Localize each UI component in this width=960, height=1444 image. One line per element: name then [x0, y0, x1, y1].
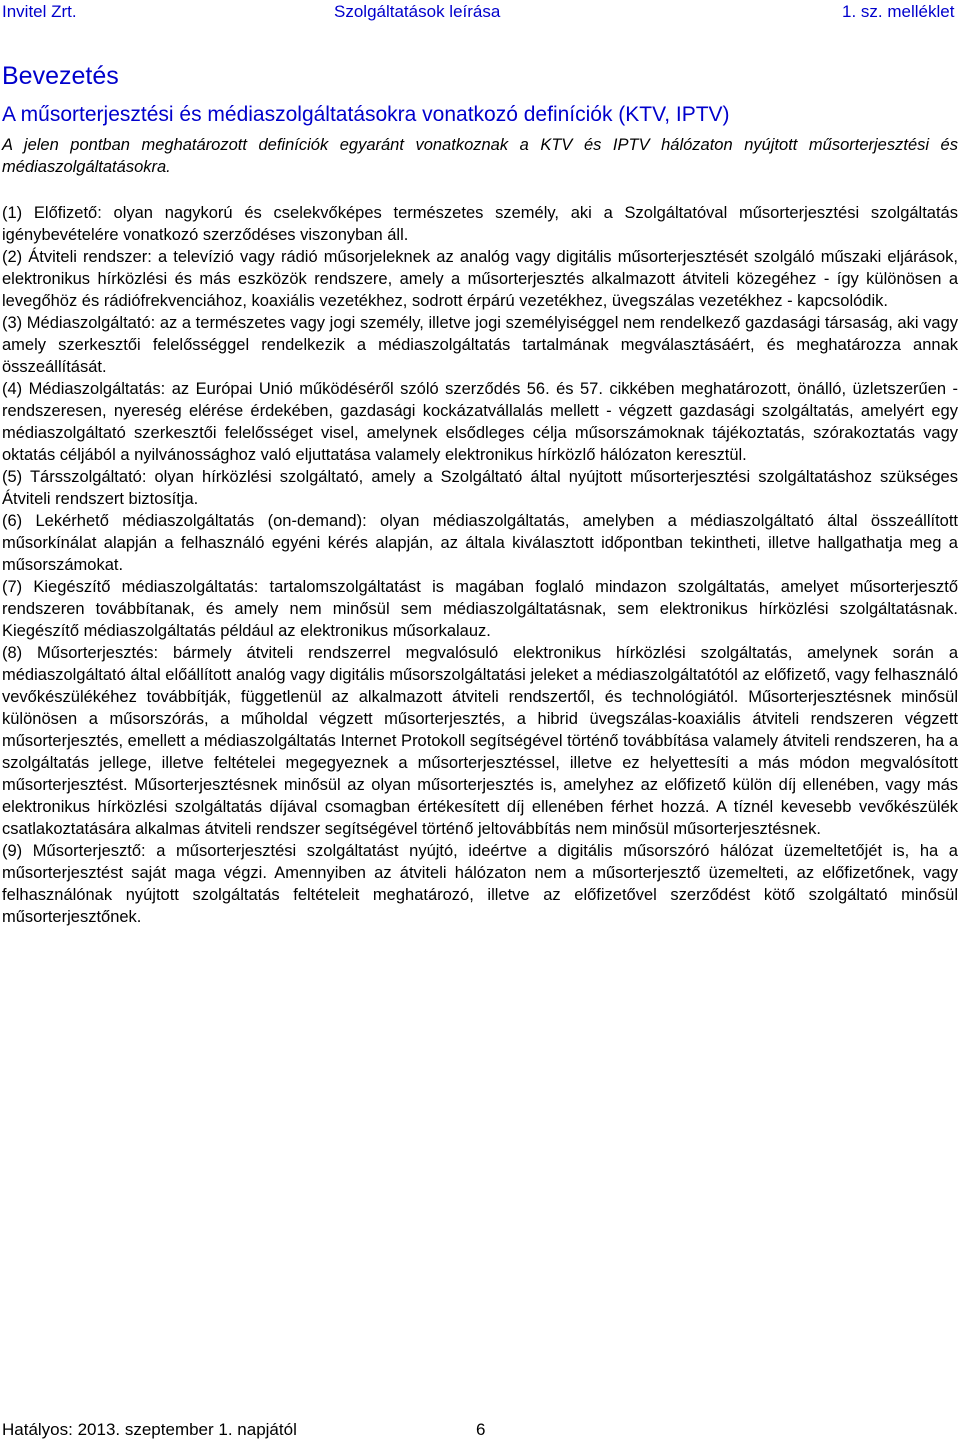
- definition-1: (1) Előfizető: olyan nagykorú és cselekvőképes természetes személy, aki a Szolgáltatóval műsorterjesztési szolgáltatás igénybevételére vonatkozó szerződéses viszonyban áll.: [2, 204, 958, 244]
- document-body: [2, 58, 958, 928]
- definition-2: (2) Átviteli rendszer: a televízió vagy rádió műsorjeleknek az analóg vagy digitális műsorterjesztését szolgáló műszaki eljárások, elektronikus hírközlési és más eszközök rendszere, amely a műsorterjesztés alkalmazott átviteli közegéhez - így különösen a levegőhöz és rádiófrekvenciához, koaxiális vezetékhez, sodrott érpárú vezetékhez, üvegszálas vezetékhez - kapcsolódik.: [2, 248, 958, 310]
- intro-paragraph: A jelen pontban meghatározott definíciók egyaránt vonatkoznak a KTV és IPTV hálózaton nyújtott műsorterjesztési és médiaszolgáltatásokra.: [2, 136, 958, 176]
- definition-7: (7) Kiegészítő médiaszolgáltatás: tartalomszolgáltatást is magában foglaló mindazon szolgáltatás, amelyet műsorterjesztő rendszeren továbbítanak, és amely nem minősül sem médiaszolgáltatásnak, sem elektronikus hírközlési szolgáltatásnak. Kiegészítő médiaszolgáltatás például az elektronikus műsorkalauz.: [2, 578, 958, 640]
- header-company: Invitel Zrt.: [2, 2, 77, 21]
- header-document-title: Szolgáltatások leírása: [334, 2, 501, 21]
- definition-5: (5) Társszolgáltató: olyan hírközlési szolgáltató, amely a Szolgáltató által nyújtott műsorterjesztési szolgáltatáshoz szükséges Átviteli rendszert biztosítja.: [2, 468, 958, 508]
- definition-9: (9) Műsorterjesztő: a műsorterjesztési szolgáltatást nyújtó, ideértve a digitális műsorszóró hálózat üzemeltetőjét is, ha a műsorterjesztést saját maga végzi. Amennyiben az átviteli hálózaton nem a műsorterjesztő üzemelteti, az előfizetőnek, vagy felhasználónak nyújtott szolgáltatás feltételeit meghatározó, illetve az előfizetővel szerződést kötő szolgáltató minősül műsorterjesztőnek.: [2, 842, 958, 926]
- definition-3: (3) Médiaszolgáltató: az a természetes vagy jogi személy, illetve jogi személyiséggel nem rendelkező gazdasági társaság, aki vagy amely szerkesztői felelősséggel rendelkezik a médiaszolgáltatás tartalmának megválasztásáért, és meghatározza annak összeállítását.: [2, 314, 958, 376]
- subsection-title: A műsorterjesztési és médiaszolgáltatásokra vonatkozó definíciók (KTV, IPTV): [2, 103, 730, 126]
- header-annex-label: 1. sz. melléklet: [842, 2, 955, 21]
- definition-6: (6) Lekérhető médiaszolgáltatás (on-demand): olyan médiaszolgáltatás, amelyben a médiaszolgáltató által összeállított műsorkínálat alapján a felhasználó egyéni kérés alapján, az általa kiválasztott időpontban tekintheti, illetve hallgathatja meg a műsorszámokat.: [2, 512, 958, 574]
- definitions-list: [2, 202, 958, 928]
- page-number: 6: [476, 1420, 486, 1439]
- section-title: Bevezetés: [2, 62, 119, 90]
- footer-effective-date: Hatályos: 2013. szeptember 1. napjától: [2, 1420, 297, 1439]
- definition-4: (4) Médiaszolgáltatás: az Európai Unió működéséről szóló szerződés 56. és 57. cikkében meghatározott, önálló, üzletszerűen - rendszeresen, nyereség elérése érdekében, gazdasági kockázatvállalás mellett - végzett gazdasági szolgáltatás, amelyért egy médiaszolgáltató szerkesztői felelősséget visel, amelynek elsődleges célja műsorszámoknak tájékoztatás, szórakoztatás vagy oktatás céljából a nyilvánossághoz való eljuttatása valamely elektronikus hírközlő hálózaton keresztül.: [2, 380, 958, 464]
- definition-8: (8) Műsorterjesztés: bármely átviteli rendszerrel megvalósuló elektronikus hírközlési szolgáltatás, amelynek során a médiaszolgáltató által előállított analóg vagy digitális műsorszolgáltatási jeleket a médiaszolgáltatótól az előfizető, vagy felhasználó vevőkészülékéhez továbbítják, függetlenül az alkalmazott átviteli rendszertől, és technológiától. Műsorterjesztésnek minősül különösen a műsorszórás, a műholdal végzett műsorterjesztés, a hibrid üvegszálas-koaxiális átviteli rendszeren végzett műsorterjesztés, emellett a médiaszolgáltatás Internet Protokoll segítségével történő továbbítása valamely átviteli rendszeren, ha a szolgáltatás jellege, illetve feltételei megegyeznek a műsorterjesztéssel, illetve ez helyettesíti a más módon megvalósított műsorterjesztést. Műsorterjesztésnek minősül az olyan műsorterjesztés is, amelyhez az előfizető külön díj ellenében, vagy más elektronikus hírközlési szolgáltatás díjával csomagban értékesített díj ellenében férhet hozzá. A tíznél kevesebb vevőkészülék csatlakoztatására alkalmas átviteli rendszer segítségével történő jeltovábbítás nem minősül műsorterjesztésnek.: [2, 644, 958, 838]
- page-header: [0, 0, 960, 24]
